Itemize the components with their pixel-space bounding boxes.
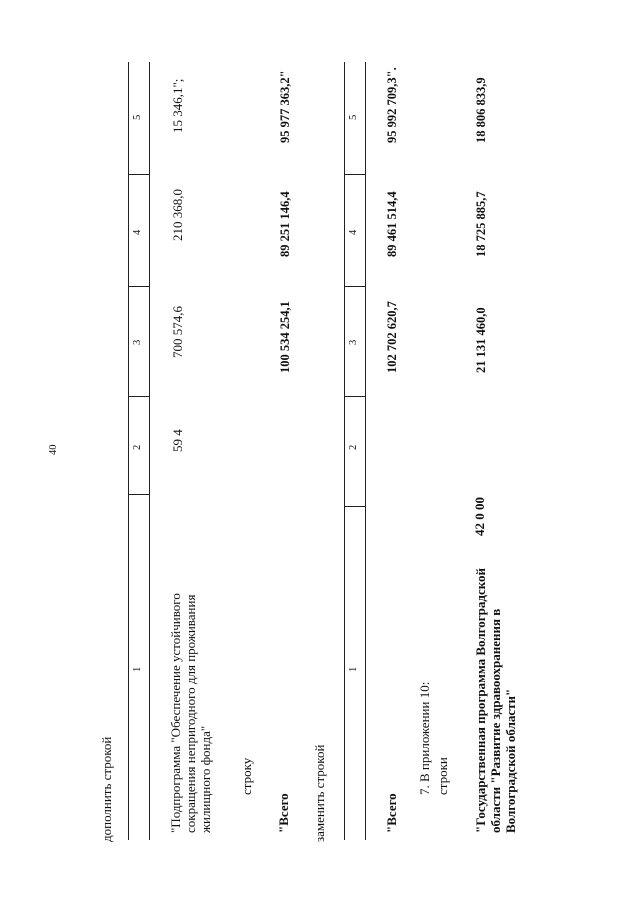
total-new-label: "Всего	[384, 793, 399, 833]
total-new-col3: 102 702 620,7	[385, 301, 399, 373]
page-number: 40	[48, 444, 59, 455]
instruction-add: дополнить строкой	[99, 736, 114, 842]
total-old-col3: 100 534 254,1	[278, 301, 292, 373]
col-header-5b: 5	[348, 114, 359, 120]
subprogram-name: "Подпрограмма "Обеспечение устойчивого сокращения непригодного для проживания жилищного фонда"	[168, 593, 214, 833]
total-old-col5: 95 977 363,2"	[278, 70, 292, 143]
subprogram-col3: 700 574,6	[170, 306, 185, 358]
total-old-label: "Всего	[276, 793, 291, 833]
total-new-col4: 89 461 514,4	[385, 191, 399, 257]
gov-program-col3: 21 131 460,0	[474, 307, 488, 373]
col-header-4b: 4	[348, 229, 359, 235]
col-header-2b: 2	[348, 444, 359, 450]
word-rows: строки	[435, 757, 450, 795]
subprogram-col4: 210 368,0	[170, 189, 185, 241]
col-header-2: 2	[132, 444, 143, 450]
gov-program-col4: 18 725 885,7	[474, 191, 488, 257]
gov-program-col5: 18 806 833,9	[474, 77, 488, 143]
gov-program-name: "Государственная программа Волгоградской области "Развитие здравоохранения в Волгоградской области"	[473, 567, 519, 833]
col-header-3b: 3	[348, 339, 359, 345]
col-header-1b: 1	[348, 666, 359, 672]
total-new-col5: 95 992 709,3".	[385, 67, 399, 143]
gov-program-code: 42 0 00	[472, 497, 487, 536]
subprogram-col5: 15 346,1";	[170, 78, 185, 133]
col-header-4: 4	[132, 229, 143, 235]
total-old-col4: 89 251 146,4	[278, 191, 292, 257]
section-7-heading: 7. В приложении 10:	[417, 681, 432, 795]
col-header-1: 1	[132, 666, 143, 672]
word-row: строку	[239, 757, 254, 795]
instruction-replace: заменить строкой	[312, 744, 327, 842]
col-header-3: 3	[132, 339, 143, 345]
subprogram-code: 59 4	[170, 429, 185, 452]
col-header-5: 5	[132, 114, 143, 120]
